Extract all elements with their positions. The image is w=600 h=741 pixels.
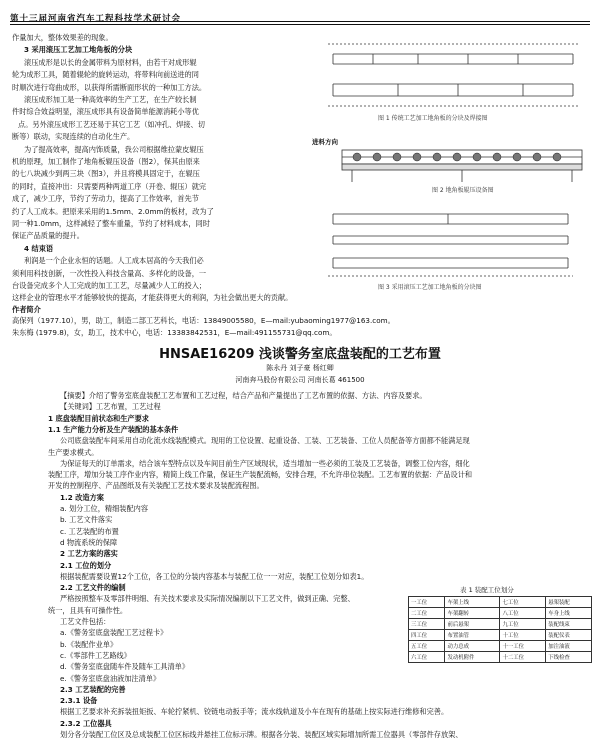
figure-2	[312, 128, 592, 198]
text-line: d 物流系统的保障	[60, 537, 118, 547]
section-heading: 2.1 工位的划分	[60, 560, 112, 570]
text-line: 点。另外滚压成形工艺还易于其它工艺（如冲孔、焊接、切	[18, 119, 205, 129]
text-line: d.《警务室底盘随车件及随车工具清单》	[60, 662, 190, 672]
text-line: 根据工艺要求补充拆装扭矩扳、车轮拧紧机、铰链电动扳手等；流水线轨道及小车在现有的基础上按实际进行维修和完善。	[60, 707, 449, 717]
text-line: 生产要求模式。	[48, 447, 99, 457]
table-cell: 五工位	[409, 641, 445, 652]
text-line: 严格按照整车及零部件明细、有关技术要求及实际情况编制以下工艺文件，做到正确、完整、	[60, 594, 355, 604]
text-line: 滚压成形是以长的金属带料为原材料，由若干对成形辊	[24, 57, 197, 67]
section-heading: 1.1 生产能力分析及生产装配的基本条件	[48, 424, 179, 434]
table-cell: 前后悬架	[445, 619, 500, 630]
text-line: 统一，且具有可操作性。	[48, 605, 128, 615]
text-line: c.《零部件工艺路线》	[60, 650, 131, 660]
text-line: 为了提高效率，提高内饰质量，我公司根据维拉蒙皮辊压	[24, 144, 204, 154]
text-line: c. 工艺装配的布置	[60, 526, 119, 536]
text-line: 滚压成形加工是一种高效率的生产工艺，在生产较长制	[24, 95, 197, 104]
table-cell: 布置油管	[445, 630, 500, 641]
header-rule	[10, 21, 590, 22]
section-heading: 2.2 工艺文件的编制	[60, 583, 126, 593]
text-line: 为保证每天的订单需求，结合该车型特点以及车间目前生产区域现状，适当增加一些必须的工装及工艺装备，调整工位内容，细化	[60, 458, 470, 468]
text-line: 【摘要】介绍了警务室底盘装配工艺布置和工艺过程，结合产品和产量提出了工艺布置的依据、方法、内容及要求。	[60, 391, 427, 400]
header-title: 第十三届河南省汽车工程科技学术研讨会	[10, 14, 182, 24]
section-heading: 2.3.2 工位器具	[60, 718, 112, 728]
section-heading: 1.2 改造方案	[60, 492, 104, 502]
article-title: HNSAE16209 浅谈警务室底盘装配的工艺布置	[159, 347, 441, 362]
table-cell: 加注油液	[546, 641, 592, 652]
table-row	[409, 652, 592, 663]
table-cell: 十工位	[500, 630, 546, 641]
figure-3	[318, 200, 588, 294]
article-authors: 陈永丹 刘子豪 杨红卿	[266, 364, 334, 372]
text-line: 的七八块减少到两三块（图3），并且将模具固定于，在辊压	[12, 169, 200, 179]
text-line: 作量加大，整体效果差的现象。	[12, 33, 113, 42]
text-line: 根据装配需要设置12个工位，各工位的分装内容基本与装配工位一一对应，装配工位划分如表1。	[60, 571, 369, 581]
author-line: 朱东梅 (1979.8)，女，助工，技术中心，电话：13383842531，E—mail:491155731@qq.com。	[12, 327, 337, 337]
text-line: 时顺次进行弯曲成形，以获得所需断面形状的一种加工方法。	[12, 82, 207, 92]
header-rule-thin	[10, 24, 590, 25]
table-cell: 三工位	[409, 619, 445, 630]
table-row	[409, 630, 592, 641]
figure-2-caption: 图 2 地角板辊压设备图	[432, 187, 494, 194]
text-line: 划分各分装配工位区及总成装配工位区标线并悬挂工位标示牌。根据各分装、装配区域实际增加所需工位器具（零部件存放架、	[60, 730, 463, 739]
table-1-caption: 表 1 装配工位划分	[460, 586, 514, 594]
text-line: e.《警务室底盘油液加注清单》	[60, 673, 161, 683]
table-cell: 装配仪表	[546, 630, 592, 641]
table-cell: 发动机附件	[445, 652, 500, 663]
table-row	[409, 608, 592, 619]
table-cell: 装配线束	[546, 619, 592, 630]
table-cell: 六工位	[409, 652, 445, 663]
text-line: a. 划分工位，精细装配内容	[60, 504, 149, 513]
text-line: b.《装配作业单》	[60, 639, 118, 649]
text-line: 装配工序，增加分装工序作业内容，精简上线工作量，保证生产装配流畅，安排合理，不允许串位装配。工艺布置的依据：产品设计和	[48, 470, 473, 480]
text-line: 约了人工成本。把原来采用的1.5mm、2.0mm的板材，改为了	[12, 206, 214, 216]
section-heading: 1 底盘装配目前状态和生产要求	[48, 413, 149, 423]
section-heading: 2.3 工艺装配的完善	[60, 684, 126, 694]
text-line: 须利用科技创新，一次性投入科技含量高、多样化的设备，一	[12, 268, 207, 278]
table-cell: 十一工位	[500, 641, 546, 652]
text-line: 利润是一个企业永恒的话题。人工成本居高的今天我们必	[24, 256, 204, 266]
table-cell: 悬架装配	[546, 597, 592, 608]
text-line: 【关键词】工艺布置，工艺过程	[60, 402, 161, 412]
text-line: 机的原理，加工制作了地角板辊压设备（图2），保其由原来	[12, 157, 200, 166]
figure-1-caption: 图 1 传统工艺加工地角板的分块及焊接图	[378, 115, 488, 122]
table-cell: 车架上线	[445, 597, 500, 608]
section-heading: 2.3.1 设备	[60, 696, 98, 706]
text-line: 保证产品质量的提升。	[12, 231, 84, 241]
figure-3-caption: 图 3 采用滚压工艺加工地角板的分块图	[378, 284, 482, 291]
table-cell: 一工位	[409, 597, 445, 608]
text-line: 台设备完成多个人工完成的加工工艺，尽量减少人工的投入；	[12, 281, 207, 290]
text-line: 公司底盘装配车间采用自动化流水线装配模式。现用的工位设置、起重设备、工装、工艺装备、工位人员配备等方面都不能满足现	[60, 436, 470, 446]
figure-2-label: 进料方向	[312, 138, 338, 146]
table-cell: 车身上线	[546, 608, 592, 619]
table-row	[409, 641, 592, 652]
author-line: 这样企业的管理水平才能够较快的提高，才能获得更大的利润，为社会做出更大的贡献。	[12, 293, 293, 302]
text-line: 断等）联动，实现连续的自动化生产。	[12, 132, 135, 142]
section-heading: 2 工艺方案的落实	[60, 549, 118, 559]
table-1	[408, 596, 592, 663]
author-line: 高保列（1977.10），男，助工，制造二部工艺科长，电话：13849005580，E—mail:yubaoming1977@163.com。	[12, 316, 395, 325]
table-row	[409, 619, 592, 630]
table-cell: 车架翻转	[445, 608, 500, 619]
text-line: 同一种1.0mm，这样减轻了整车重量，节约了材料成本，同时	[12, 219, 210, 228]
author-heading: 作者简介	[12, 304, 41, 314]
table-cell: 四工位	[409, 630, 445, 641]
table-cell: 动力总成	[445, 641, 500, 652]
text-line: 工艺文件包括：	[60, 617, 111, 626]
text-line: 成了，减少工序，节约了劳动力，提高了工作效率，首先节	[12, 194, 199, 204]
page-header	[10, 6, 590, 24]
table-cell: 八工位	[500, 608, 546, 619]
section-heading: 4 结束语	[24, 243, 54, 253]
figure-1	[318, 34, 588, 126]
table-cell: 下线检查	[546, 652, 592, 663]
table-row	[409, 597, 592, 608]
article-affiliation: 河南奔马股份有限公司 河南长葛 461500	[235, 376, 365, 384]
text-line: 开发的控制程序、产品图纸及有关装配工艺技术要求及装配流程图。	[48, 481, 264, 491]
table-cell: 十二工位	[500, 652, 546, 663]
text-line: b. 工艺文件落实	[60, 515, 113, 525]
text-line: 轮为成形工具，随着辊轮的旋转运动，将带料向前送进的同	[12, 70, 199, 80]
text-line: 的同时，直接冲出：只需要两种两道工序（开卷、辊压）就完	[12, 181, 207, 191]
text-line: a.《警务室底盘装配工艺过程卡》	[60, 628, 168, 638]
table-cell: 二工位	[409, 608, 445, 619]
text-line: 件时综合效益明显，滚压成形具有设备简单能源消耗小等优	[12, 107, 199, 117]
table-cell: 七工位	[500, 597, 546, 608]
table-cell: 九工位	[500, 619, 546, 630]
section-heading: 3 采用滚压工艺加工地角板的分块	[24, 45, 133, 55]
